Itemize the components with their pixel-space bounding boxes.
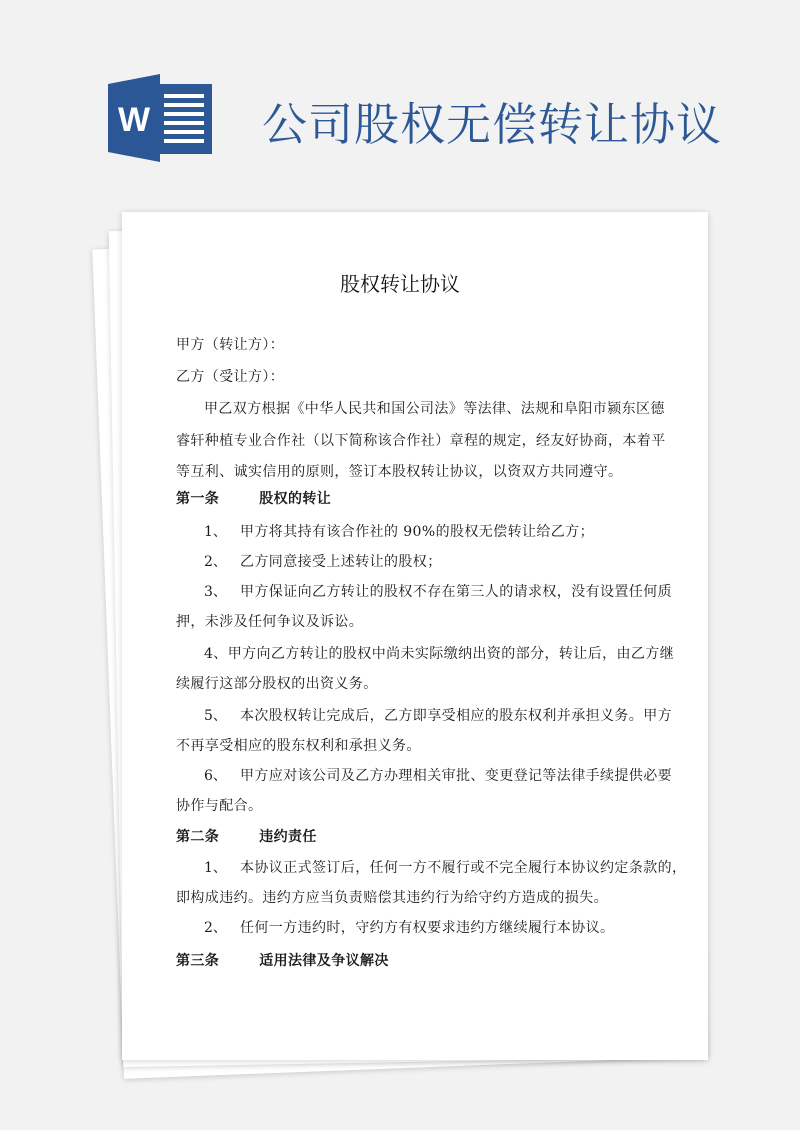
item-text: 协作与配合。 — [176, 798, 263, 814]
item-number: 2、 — [204, 554, 227, 570]
item-text: 本协议正式签订后，任何一方不履行或不完全履行本协议约定条款的， — [240, 860, 687, 876]
article-title: 违约责任 — [259, 829, 317, 845]
item-text: 押，未涉及任何争议及诉讼。 — [176, 614, 364, 630]
intro-line: 等互利、诚实信用的原则，签订本股权转让协议，以资双方共同遵守。 — [176, 464, 623, 480]
item-number: 5、 — [204, 708, 227, 724]
item-text: 甲方保证向乙方转让的股权不存在第三人的请求权，没有设置任何质 — [240, 584, 672, 600]
item-text: 本次股权转让完成后，乙方即享受相应的股东权利并承担义务。甲方 — [240, 708, 672, 724]
item-text: 即构成违约。违约方应当负责赔偿其违约行为给守约方造成的损失。 — [176, 890, 608, 906]
item-text: 甲方将其持有该合作社的 90%的股权无偿转让给乙方； — [240, 524, 594, 540]
article-2-heading — [176, 826, 317, 846]
party-a: 甲方（转让方）： — [176, 337, 285, 353]
document-title: 股权转让协议 — [340, 272, 460, 296]
article-no: 第一条 — [176, 491, 220, 507]
svg-text:W: W — [117, 101, 151, 139]
item-number: 1、 — [204, 860, 227, 876]
word-icon — [108, 74, 214, 162]
item-number: 2、 — [204, 920, 227, 936]
item-text: 乙方同意接受上述转让的股权； — [240, 554, 442, 570]
item-number: 1、 — [204, 524, 227, 540]
intro-line: 睿轩种植专业合作社（以下简称该合作社）章程的规定，经友好协商，本着平 — [176, 433, 666, 449]
article-title: 股权的转让 — [259, 491, 332, 507]
party-b: 乙方（受让方）： — [176, 369, 285, 385]
item-text: 4、甲方向乙方转让的股权中尚未实际缴纳出资的部分，转让后，由乙方继 — [204, 646, 675, 662]
article-no: 第三条 — [176, 953, 220, 969]
item-text: 甲方应对该公司及乙方办理相关审批、变更登记等法律手续提供必要 — [240, 768, 672, 784]
item-text: 续履行这部分股权的出资义务。 — [176, 676, 378, 692]
article-3-heading — [176, 950, 389, 970]
item-number: 3、 — [204, 584, 227, 600]
hero-title: 公司股权无偿转让协议 — [262, 98, 723, 151]
article-1-heading — [176, 488, 331, 508]
article-title: 适用法律及争议解决 — [259, 953, 389, 969]
article-no: 第二条 — [176, 829, 220, 845]
intro-line: 甲乙双方根据《中华人民共和国公司法》等法律、法规和阜阳市颍东区德 — [204, 401, 665, 417]
item-text: 任何一方违约时，守约方有权要求违约方继续履行本协议。 — [240, 920, 615, 936]
item-text: 不再享受相应的股东权利和承担义务。 — [176, 738, 421, 754]
item-number: 6、 — [204, 768, 227, 784]
